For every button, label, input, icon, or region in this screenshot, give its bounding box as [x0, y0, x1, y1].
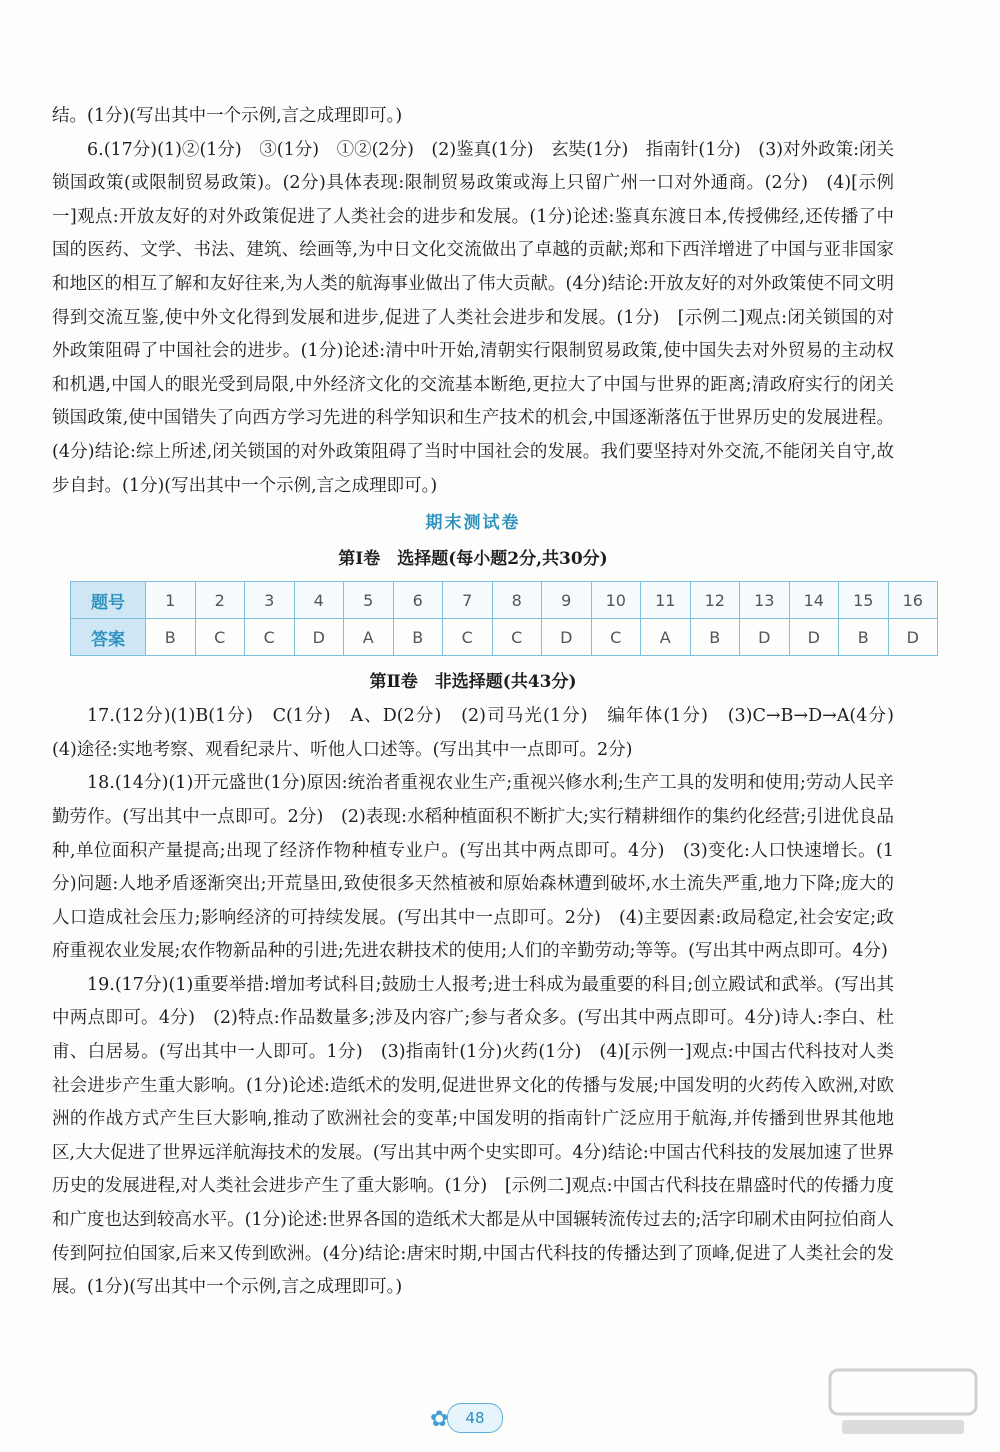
answer-cell: D: [888, 619, 938, 656]
answer-cell: D: [294, 619, 344, 656]
answer-section-top: [52, 100, 894, 503]
page-number: [432, 1403, 518, 1433]
page-number-label: 48: [447, 1403, 503, 1433]
document-page: [52, 100, 923, 1305]
question-number-cell: 11: [641, 582, 691, 619]
answer-cell: B: [393, 619, 443, 656]
watermark-logo: [828, 1368, 978, 1438]
answer-cell: B: [146, 619, 196, 656]
exam-title: 期末测试卷: [425, 513, 521, 534]
answer-cell: C: [443, 619, 493, 656]
question-number-cell: 10: [591, 582, 641, 619]
answer-cell: D: [740, 619, 790, 656]
answer-cell: A: [641, 619, 691, 656]
question-number-cell: 15: [839, 582, 889, 619]
answer-cell: A: [344, 619, 394, 656]
question-number-cell: 3: [245, 582, 295, 619]
question-number-cell: 6: [393, 582, 443, 619]
question-number-cell: 12: [690, 582, 740, 619]
question-number-cell: 9: [542, 582, 592, 619]
answer-cell: C: [591, 619, 641, 656]
answer-cell: C: [492, 619, 542, 656]
answer-table-question-header: 题号: [71, 582, 146, 619]
answer-paragraph: 6.(17分)(1)②(1分) ③(1分) ①②(2分) (2)鉴真(1分) 玄奘(1分) 指南针(1分) (3)对外政策:闭关锁国政策(或限制贸易政策)。(2分)具体表现:限制贸易政策或海上只留广州一口对外通商。(2分) (4)[示例一]观点:开放友好的对外政策促进了人类社会的进步和发展。(1分)论述:鉴真东渡日本,传授佛经,还传播了中国的医药、文学、书法、建筑、绘画等,为中日文化交流做出了卓越的贡献;郑和下西洋增进了中国与亚非国家和地区的相互了解和友好往来,为人类的航海事业做出了伟大贡献。(4分)结论:开放友好的对外政策使不同文明得到交流互鉴,使中外文化得到发展和进步,促进了人类社会进步和发展。(1分) [示例二]观点:闭关锁国的对外政策阻碍了中国社会的进步。(1分)论述:清中叶开始,清朝实行限制贸易政策,使中国失去对外贸易的主动权和机遇,中国人的眼光受到局限,中外经济文化的交流基本断绝,更拉大了中国与世界的距离;清政府实行的闭关锁国政策,使中国错失了向西方学习先进的科学知识和生产技术的机会,中国逐渐落伍于世界历史的发展进程。(4分)结论:综上所述,闭关锁国的对外政策阻碍了当时中国社会的发展。我们要坚持对外交流,不能闭关自守,故步自封。(1分)(写出其中一个示例,言之成理即可。): [52, 139, 894, 496]
answer-cell: C: [195, 619, 245, 656]
answer-cell: D: [542, 619, 592, 656]
answer-cell: B: [839, 619, 889, 656]
answer-paragraph: 19.(17分)(1)重要举措:增加考试科目;鼓励士人报考;进士科成为最重要的科目;创立殿试和武举。(写出其中两点即可。4分) (2)特点:作品数量多;涉及内容广;参与者众多。(写出其中两点即可。4分)诗人:李白、杜甫、白居易。(写出其中一人即可。1分) (3)指南针(1分)火药(1分) (4)[示例一]观点:中国古代科技对人类社会进步产生重大影响。(1分)论述:造纸术的发明,促进世界文化的传播与发展;中国发明的火药传入欧洲,对欧洲的作战方式产生巨大影响,推动了欧洲社会的变革;中国发明的指南针广泛应用于航海,并传播到世界其他地区,大大促进了世界远洋航海技术的发展。(写出其中两个史实即可。4分)结论:中国古代科技的发展加速了世界历史的发展进程,对人类社会进步产生了重大影响。(1分) [示例二]观点:中国古代科技在鼎盛时代的传播力度和广度也达到较高水平。(1分)论述:世界各国的造纸术大都是从中国辗转流传过去的;活字印刷术由阿拉伯商人传到阿拉伯国家,后来又传到欧洲。(4分)结论:唐宋时期,中国古代科技的传播达到了顶峰,促进了人类社会的发展。(1分)(写出其中一个示例,言之成理即可。): [52, 974, 894, 1298]
answer-section-bottom: [52, 700, 912, 1305]
answer-cell: C: [245, 619, 295, 656]
question-number-cell: 16: [888, 582, 938, 619]
answer-table: [70, 581, 938, 656]
star-icon: ✿: [430, 1407, 449, 1432]
answer-cell: D: [789, 619, 839, 656]
answer-paragraph: 18.(14分)(1)开元盛世(1分)原因:统治者重视农业生产;重视兴修水利;生产工具的发明和使用;劳动人民辛勤劳作。(写出其中一点即可。2分) (2)表现:水稻种植面积不断扩大;实行精耕细作的集约化经营;引进优良品种,单位面积产量提高;出现了经济作物种植专业户。(写出其中两点即可。4分) (3)变化:人口快速增长。(1分)问题:人地矛盾逐渐突出;开荒垦田,致使很多天然植被和原始森林遭到破坏,水土流失严重,地力下降;庞大的人口造成社会压力;影响经济的可持续发展。(写出其中一点即可。2分) (4)主要因素:政局稳定,社会安定;政府重视农业发展;农作物新品种的引进;先进农耕技术的使用;人们的辛勤劳动;等等。(写出其中两点即可。4分): [52, 773, 894, 962]
answer-paragraph: 17.(12分)(1)B(1分) C(1分) A、D(2分) (2)司马光(1分) 编年体(1分) (3)C→B→D→A(4分) (4)途径:实地考察、观看纪录片、听他人口述等。(写出其中一点即可。2分): [52, 706, 912, 760]
answer-paragraph: 结。(1分)(写出其中一个示例,言之成理即可。): [52, 106, 403, 126]
question-number-cell: 5: [344, 582, 394, 619]
answer-table-answer-header: 答案: [71, 619, 146, 656]
section2-title: 第Ⅱ卷 非选择题(共43分): [369, 672, 577, 693]
question-number-cell: 14: [789, 582, 839, 619]
answer-cell: B: [690, 619, 740, 656]
question-number-cell: 8: [492, 582, 542, 619]
question-number-cell: 4: [294, 582, 344, 619]
question-number-cell: 2: [195, 582, 245, 619]
question-number-cell: 7: [443, 582, 493, 619]
question-number-cell: 13: [740, 582, 790, 619]
question-number-cell: 1: [146, 582, 196, 619]
section1-title: 第Ⅰ卷 选择题(每小题2分,共30分): [338, 549, 608, 570]
